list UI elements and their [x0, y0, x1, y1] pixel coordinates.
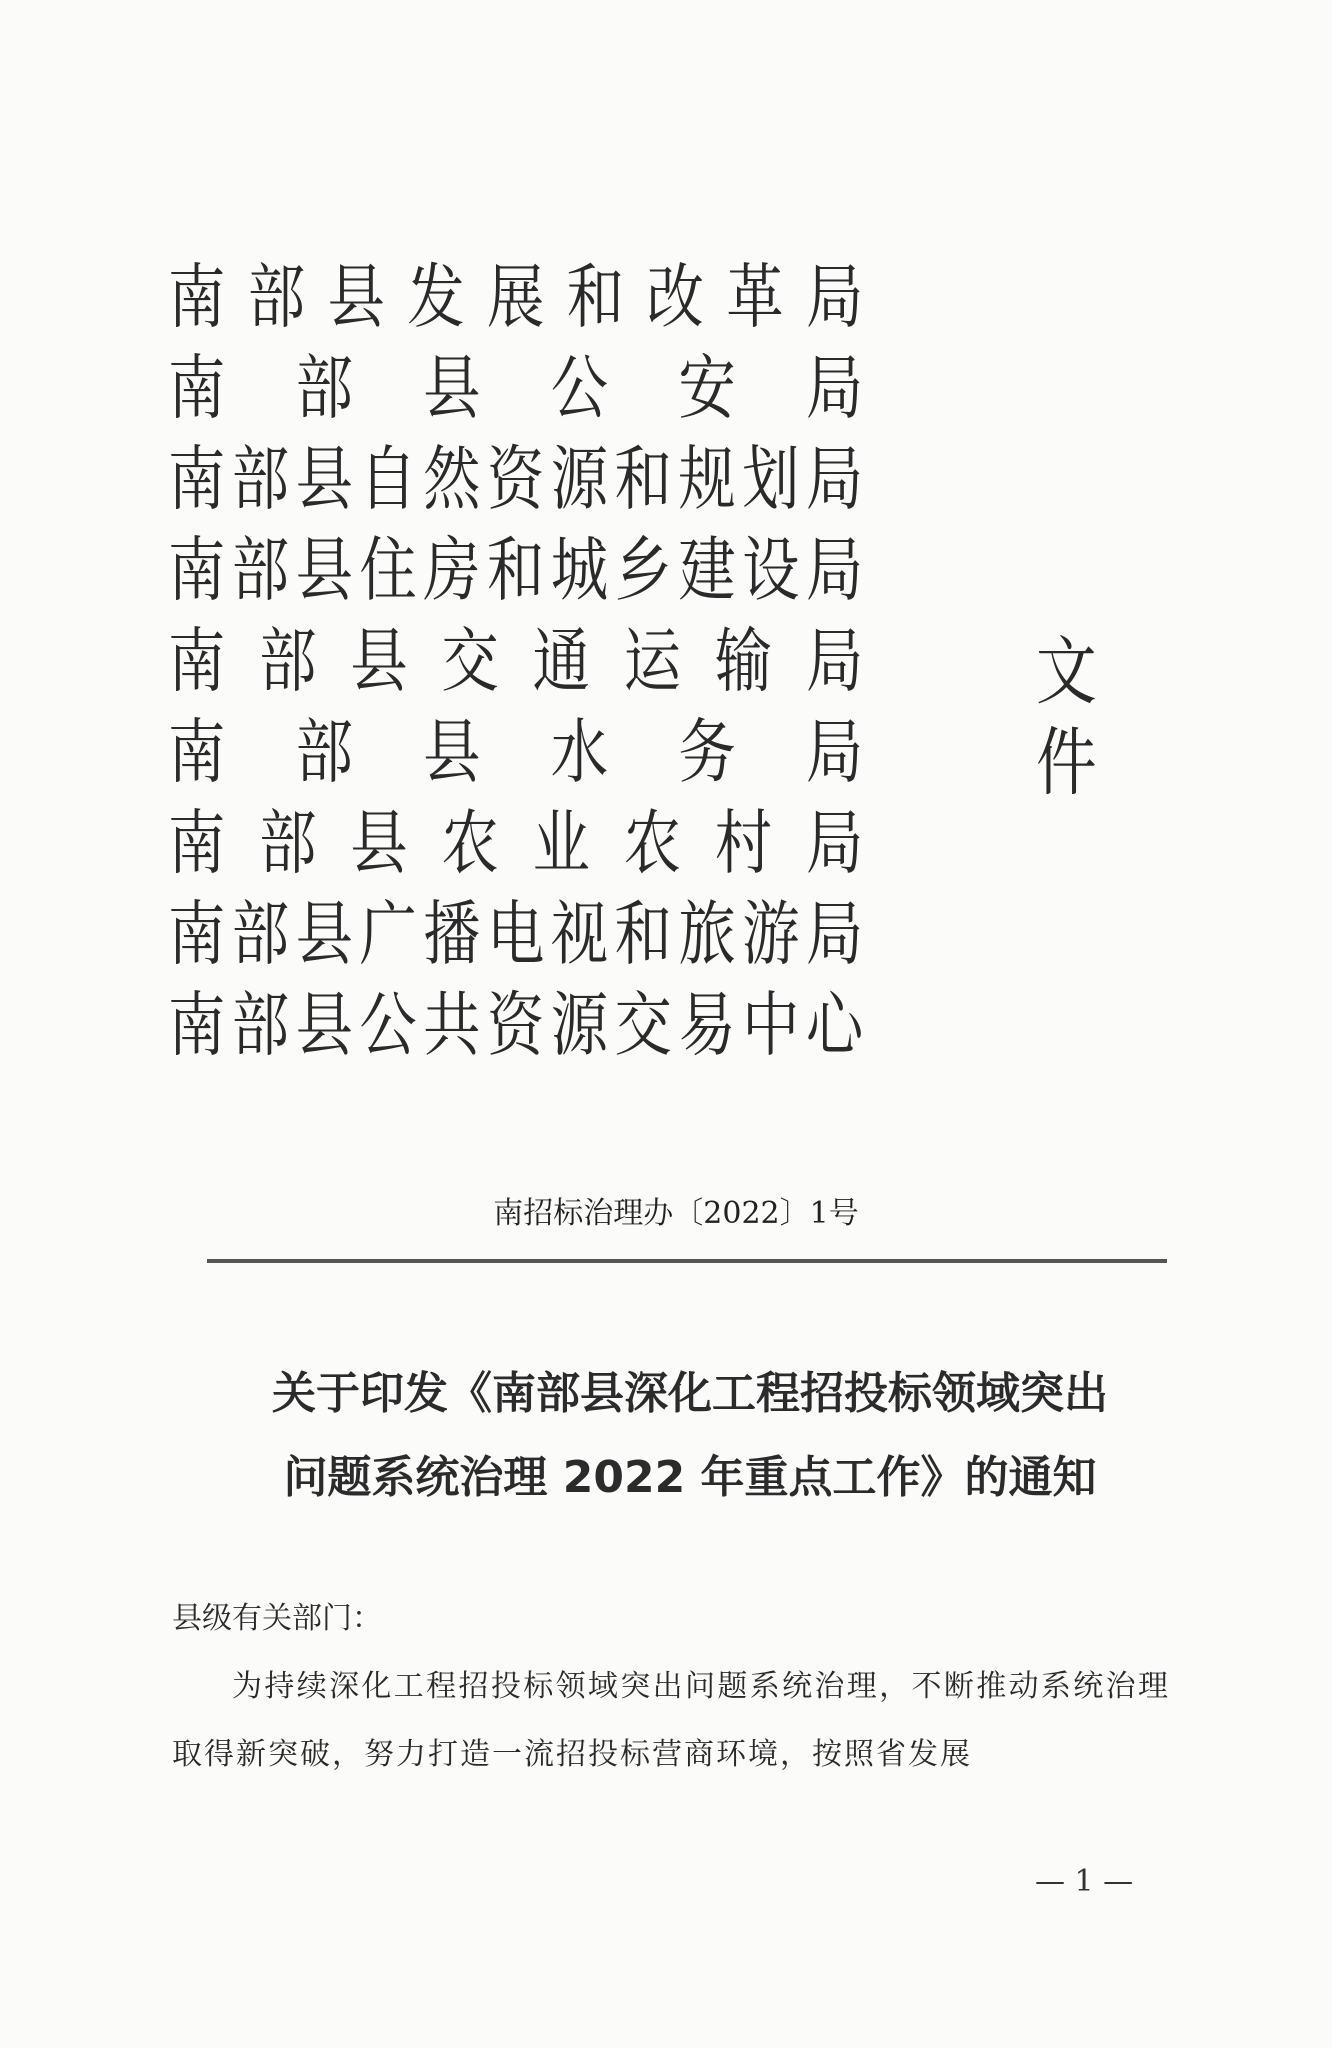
org-name: 南 部 县 自 然 资 源 和 规 划 局: [168, 438, 864, 520]
org-name: 南 部 县 农 业 农 村 局: [168, 802, 864, 884]
org-row: [168, 980, 1148, 1071]
org-name: 南 部 县 公 共 资 源 交 易 中 心: [168, 984, 864, 1066]
document-suffix: 文件: [1036, 629, 1097, 806]
org-row: [168, 434, 1148, 525]
org-row: [168, 252, 1148, 343]
org-row: [168, 889, 1148, 980]
org-name: 南 部 县 发 展 和 改 革 局: [168, 256, 864, 338]
org-name: 南 部 县 交 通 运 输 局: [168, 620, 864, 702]
separator-rule: [207, 1259, 1167, 1263]
body-paragraph: 为持续深化工程招投标领域突出问题系统治理，不断推动系统治理取得新突破，努力打造一流招投标营商环境，按照省发展: [172, 1669, 1170, 1772]
org-row: [168, 525, 1148, 616]
org-row: [168, 616, 1148, 707]
title-line: 关于印发《南部县深化工程招投标领域突出: [272, 1368, 1108, 1419]
org-row: [168, 707, 1148, 798]
title-line: 问题系统治理 2022 年重点工作》的通知: [283, 1452, 1097, 1503]
document-body: [172, 1585, 1170, 1789]
issuing-authorities: [168, 252, 1148, 1071]
org-name: 南 部 县 广 播 电 视 和 旅 游 局: [168, 893, 864, 975]
document-title: [210, 1352, 1170, 1520]
org-name: 南 部 县 水 务 局: [168, 711, 864, 793]
org-row: [168, 343, 1148, 434]
page-number: — 1 —: [1035, 1864, 1134, 1899]
org-name: 南 部 县 住 房 和 城 乡 建 设 局: [168, 529, 864, 611]
salutation: 县级有关部门：: [172, 1601, 382, 1636]
document-number: 南招标治理办〔2022〕1号: [493, 1196, 859, 1231]
org-name: 南 部 县 公 安 局: [168, 347, 864, 429]
org-row: [168, 798, 1148, 889]
